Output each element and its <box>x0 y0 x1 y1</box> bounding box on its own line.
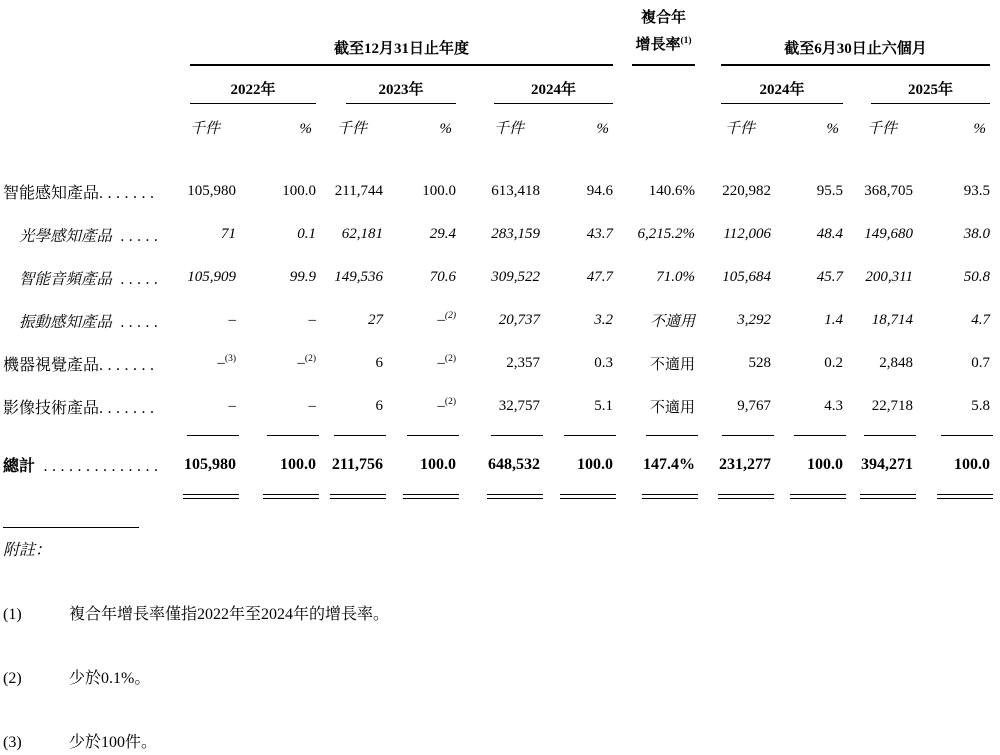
value-cell: 100.0 <box>422 183 456 199</box>
value-cell: 613,418 <box>491 183 540 199</box>
unit-header-row <box>3 104 990 140</box>
table-row <box>3 299 990 342</box>
note-item-1 <box>3 601 1000 624</box>
value-cell: 6 <box>375 355 383 371</box>
value-cell: 105,980 <box>187 183 236 199</box>
value-cell: 不適用 <box>650 357 696 373</box>
percent-header: % <box>826 121 840 137</box>
pre-total-rule-row <box>3 428 990 441</box>
value-cell: 100.0 <box>807 455 844 473</box>
dot-leader: ..... <box>112 227 163 245</box>
value-cell: – <box>228 312 236 328</box>
value-cell: 0.7 <box>971 355 991 371</box>
value-cell: 6,215.2% <box>637 226 696 242</box>
value-cell: 105,684 <box>722 269 772 285</box>
footnote-marker: (2) <box>444 354 456 364</box>
value-cell: 5.1 <box>594 398 614 414</box>
year-header-row <box>3 66 990 104</box>
value-cell: 43.7 <box>586 226 614 242</box>
value-cell: 105,980 <box>184 455 236 473</box>
percent-header: % <box>439 121 452 137</box>
unit-header: 千件 <box>867 121 898 137</box>
year-header-2024-interim: 2024年 <box>721 78 843 104</box>
value-cell: 0.3 <box>594 355 614 371</box>
row-label: 振動感知產品 <box>19 313 113 331</box>
note-text: 少於100件。 <box>69 734 158 751</box>
value-cell: 71.0% <box>656 269 696 285</box>
annual-group-cell <box>169 0 613 66</box>
value-cell: 140.6% <box>648 183 696 199</box>
value-cell: 0.2 <box>824 355 844 371</box>
double-rule <box>330 494 386 499</box>
row-label-cell <box>3 299 169 342</box>
value-cell: 105,909 <box>187 269 236 285</box>
value-cell: 368,705 <box>864 183 914 199</box>
group-header-row <box>3 0 990 66</box>
empty-cell <box>3 104 169 140</box>
value-cell: 3,292 <box>737 312 772 328</box>
value-cell: 32,757 <box>498 398 540 414</box>
table-row <box>3 256 990 299</box>
value-cell: 149,680 <box>864 226 914 242</box>
cagr-footnote-marker: (1) <box>680 36 692 46</box>
footnote-marker: (2) <box>444 397 456 407</box>
notes-section <box>3 527 1000 752</box>
value-cell: 309,522 <box>491 269 540 285</box>
column-rule <box>267 435 319 436</box>
row-label: 總計 <box>3 458 36 475</box>
double-rule <box>560 494 616 499</box>
notes-heading: 附註： <box>3 542 52 559</box>
note-item-3 <box>3 729 1000 752</box>
value-cell: 200,311 <box>865 269 914 285</box>
table-row <box>3 213 990 256</box>
table-row <box>3 170 990 213</box>
row-label: 智能感知產品 <box>3 185 100 202</box>
cagr-label-line1: 複合年 <box>641 10 687 26</box>
row-label-cell <box>3 170 169 213</box>
unit-header: 千件 <box>725 121 756 137</box>
double-rule <box>790 494 846 499</box>
value-cell: 95.5 <box>816 183 844 199</box>
year-header-2025-interim: 2025年 <box>871 78 990 104</box>
value-cell: – <box>228 398 236 414</box>
column-rule <box>334 435 386 436</box>
value-cell: 18,714 <box>871 312 914 328</box>
interim-group-label: 截至6月30日止六個月 <box>784 41 927 57</box>
dot-leader: ....... <box>99 185 159 202</box>
sales-volume-table <box>3 0 990 502</box>
annual-group-header <box>190 37 613 66</box>
value-cell: 648,532 <box>488 455 540 473</box>
note-number: (1) <box>3 606 22 623</box>
percent-header: % <box>299 121 312 137</box>
row-label-cell <box>3 385 169 428</box>
cagr-header <box>632 5 695 66</box>
value-cell: –$^{(2)}$ <box>437 311 456 328</box>
dot-leader: ..... <box>112 270 163 288</box>
value-cell: 394,271 <box>861 455 914 473</box>
value-cell: 211,744 <box>334 183 383 199</box>
value-cell: – <box>308 398 316 414</box>
row-label: 智能音頻產品 <box>19 270 113 288</box>
interim-group-header <box>721 37 990 66</box>
spacer-row <box>3 140 990 170</box>
value-cell: 9,767 <box>737 398 772 414</box>
percent-header: % <box>973 121 987 137</box>
value-cell: –$^{(2)}$ <box>297 354 316 371</box>
unit-header: 千件 <box>493 121 524 137</box>
double-rule <box>263 494 319 499</box>
column-rule <box>722 435 774 436</box>
row-label-cell <box>3 213 169 256</box>
interim-group-cell <box>695 0 990 66</box>
cagr-label-line2: 增長率 <box>635 37 681 53</box>
total-double-rule-row <box>3 488 990 502</box>
year-header-2022: 2022年 <box>190 78 316 104</box>
value-cell: 100.0 <box>954 455 991 473</box>
empty-cell <box>613 66 695 104</box>
table-row <box>3 385 990 428</box>
double-rule <box>937 494 993 499</box>
unit-header: 千件 <box>189 121 220 137</box>
column-rule <box>407 435 459 436</box>
value-cell: 27 <box>368 312 383 328</box>
value-cell: 48.4 <box>816 226 844 242</box>
dot-leader: ....... <box>99 400 159 417</box>
note-text: 複合年增長率僅指2022年至2024年的增長率。 <box>69 606 390 623</box>
double-rule <box>642 494 698 499</box>
column-rule <box>794 435 846 436</box>
value-cell: 38.0 <box>963 226 991 242</box>
value-cell: 62,181 <box>341 226 383 242</box>
value-cell: 528 <box>748 355 772 371</box>
value-cell: 1.4 <box>824 312 844 328</box>
dot-leader: ....... <box>99 357 159 374</box>
column-rule <box>564 435 616 436</box>
total-row <box>3 441 990 488</box>
value-cell: –$^{(2)}$ <box>437 397 456 414</box>
percent-header: % <box>596 121 610 137</box>
note-text: 少於0.1%。 <box>69 670 151 687</box>
value-cell: – <box>308 312 316 328</box>
table-row <box>3 342 990 385</box>
value-cell: 283,159 <box>491 226 540 242</box>
cagr-cell <box>613 0 695 66</box>
value-cell: 100.0 <box>420 455 456 473</box>
dot-leader: ..... <box>112 313 163 331</box>
value-cell: 2,357 <box>506 355 540 371</box>
double-rule <box>183 494 239 499</box>
value-cell: 22,718 <box>871 398 914 414</box>
notes-divider <box>3 527 139 528</box>
value-cell: 47.7 <box>586 269 614 285</box>
value-cell: 100.0 <box>282 183 316 199</box>
footnote-marker: (2) <box>304 354 316 364</box>
value-cell: 不適用 <box>650 400 696 416</box>
value-cell: 29.4 <box>429 226 456 242</box>
dot-leader: .............. <box>35 458 163 475</box>
value-cell: 3.2 <box>594 312 614 328</box>
empty-cell <box>3 66 169 104</box>
footnote-marker: (3) <box>224 354 236 364</box>
empty-cell <box>3 0 169 66</box>
value-cell: 93.5 <box>963 183 991 199</box>
value-cell: 0.1 <box>297 226 316 242</box>
value-cell: 4.3 <box>824 398 844 414</box>
year-header-2024: 2024年 <box>494 78 613 104</box>
column-rule <box>491 435 543 436</box>
value-cell: 149,536 <box>334 269 383 285</box>
value-cell: –$^{(3)}$ <box>217 354 236 371</box>
value-cell: 20,737 <box>498 312 540 328</box>
value-cell: 220,982 <box>722 183 772 199</box>
note-item-2 <box>3 665 1000 688</box>
double-rule <box>403 494 459 499</box>
value-cell: 50.8 <box>963 269 991 285</box>
note-number: (2) <box>3 670 22 687</box>
value-cell: 5.8 <box>971 398 991 414</box>
column-rule <box>187 435 239 436</box>
column-rule <box>646 435 698 436</box>
row-label-cell <box>3 256 169 299</box>
row-label-cell <box>3 441 169 488</box>
double-rule <box>718 494 774 499</box>
value-cell: 112,006 <box>723 226 772 242</box>
unit-header: 千件 <box>336 121 367 137</box>
column-rule <box>941 435 993 436</box>
value-cell: 100.0 <box>577 455 614 473</box>
value-cell: 71 <box>221 226 236 242</box>
row-label-cell <box>3 342 169 385</box>
value-cell: 231,277 <box>719 455 772 473</box>
value-cell: 4.7 <box>971 312 991 328</box>
value-cell: 45.7 <box>816 269 844 285</box>
value-cell: 不適用 <box>650 314 696 330</box>
value-cell: 94.6 <box>586 183 614 199</box>
value-cell: 147.4% <box>643 455 696 473</box>
value-cell: 2,848 <box>879 355 914 371</box>
value-cell: 100.0 <box>280 455 316 473</box>
value-cell: 70.6 <box>429 269 456 285</box>
table-body <box>3 140 990 502</box>
note-number: (3) <box>3 734 22 751</box>
year-header-2023: 2023年 <box>346 78 456 104</box>
value-cell: 6 <box>375 398 383 414</box>
double-rule <box>487 494 543 499</box>
value-cell: 99.9 <box>289 269 316 285</box>
footnote-marker: (2) <box>444 311 456 321</box>
double-rule <box>860 494 916 499</box>
column-rule <box>864 435 916 436</box>
empty-cell <box>613 104 695 140</box>
row-label: 機器視覺產品 <box>3 357 100 374</box>
annual-group-label: 截至12月31日止年度 <box>334 41 470 57</box>
row-label: 光學感知產品 <box>19 227 113 245</box>
value-cell: 211,756 <box>331 455 383 473</box>
row-label: 影像技術產品 <box>3 400 100 417</box>
value-cell: –$^{(2)}$ <box>437 354 456 371</box>
